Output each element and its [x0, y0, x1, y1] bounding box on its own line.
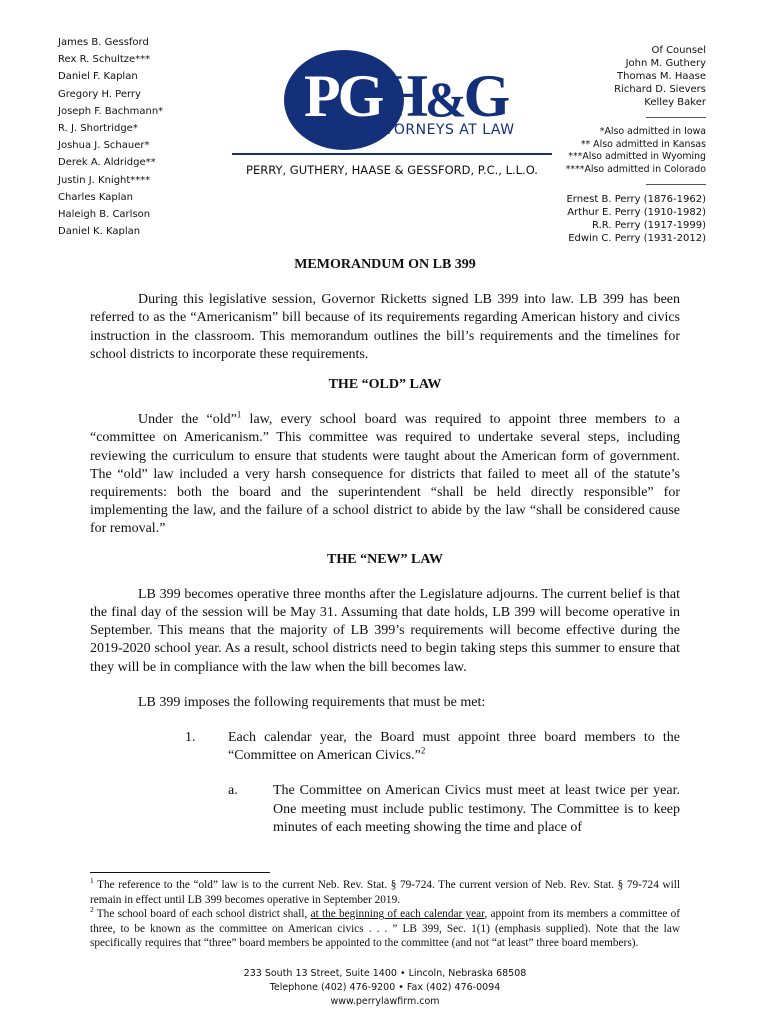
admission-note: ** Also admitted in Kansas	[580, 138, 706, 150]
firm-logo	[232, 50, 552, 190]
attorney-name: Daniel K. Kaplan	[58, 226, 141, 238]
divider	[646, 184, 706, 185]
intro-paragraph: During this legislative session, Governor Ricketts signed LB 399 into law. LB 399 has been referred to as the “Americanism” bill because of its requirements regarding American history and civics instruction in the classroom. This memorandum outlines the bill’s requirements and the timelines for school districts to incorporate these requirements.	[90, 292, 680, 362]
counsel-name: John M. Guthery	[625, 58, 706, 69]
letterhead-footer	[0, 967, 770, 1009]
attorney-name: Daniel F. Kaplan	[58, 71, 138, 83]
footer-website[interactable]: www.perrylawfirm.com	[330, 996, 440, 1007]
founder-name: Edwin C. Perry (1931-2012)	[568, 233, 706, 245]
memo-body	[90, 256, 680, 837]
counsel-name: Kelley Baker	[644, 97, 706, 108]
footnote-1: $^1$ The reference to the “old” law is to the current Neb. Rev. Stat. § 79-724. The current version of Neb. Rev. Stat. § 79-724 will remain in effect until LB 399 becomes operative in September 2019.	[90, 876, 680, 906]
attorney-name: Haleigh B. Carlson	[58, 209, 151, 221]
attorney-name: Joseph F. Bachmann*	[58, 105, 164, 117]
new-law-heading: THE “NEW” LAW	[327, 551, 443, 567]
attorney-name: Joshua J. Schauer*	[58, 140, 150, 152]
attorney-name: Derek A. Aldridge**	[58, 157, 156, 169]
subitem-letter: a.	[228, 783, 238, 799]
footnotes	[90, 878, 680, 951]
firm-name: PERRY, GUTHERY, HAASE & GESSFORD, P.C., L.L.O.	[246, 163, 538, 177]
attorney-list	[58, 34, 163, 240]
footnote-ref: 1	[236, 409, 242, 420]
admissions-list	[566, 126, 706, 176]
attorney-name: James B. Gessford	[58, 37, 149, 48]
admission-note: *Also admitted in Iowa	[599, 126, 706, 137]
divider	[646, 117, 706, 118]
new-law-paragraph: LB 399 becomes operative three months after the Legislature adjourns. The current belief is that the final day of the session will be May 31. Assuming that date holds, LB 399 will become operative in September. This means that the majority of LB 399’s requirements will become effective during the 2019-2020 school year. As a result, school districts need to begin taking steps this summer to ensure that they will be in compliance with the law when the bill becomes law.	[90, 586, 680, 675]
logo-tagline: ATTORNEYS AT LAW	[367, 122, 515, 138]
counsel-name: Richard D. Sievers	[614, 84, 706, 95]
founder-name: Ernest B. Perry (1876-1962)	[566, 194, 706, 206]
founder-name: Arthur E. Perry (1910-1982)	[567, 207, 706, 219]
old-law-paragraph: Under the “old”$^1$ law, every school board was required to appoint three members to a “committee on Americanism.” This committee was required to undertake several steps, including reviewing the curriculum to ensure that students were taught about the American form of government. The “old” law included a very harsh consequence for districts that failed to meet all of the statute’s requirements: both the board and the superintendent “shall be held directly responsible” for implementing the law, and the failure of a school district to abide by the law “shall be considered cause for removal.”	[90, 409, 680, 537]
old-law-heading: THE “OLD” LAW	[328, 377, 442, 393]
requirement-subitem: a. The Committee on American Civics must meet at least twice per year. One meeting must include public testimony. The Committee is to keep minutes of each meeting showing the time and place of	[228, 783, 680, 835]
attorney-name: Gregory H. Perry	[58, 88, 141, 100]
footer-phone: Telephone (402) 476-9200 • Fax (402) 476-0094	[269, 982, 501, 993]
admission-note: ****Also admitted in Colorado	[565, 163, 706, 175]
attorney-name: Charles Kaplan	[58, 191, 133, 203]
footer-address: 233 South 13 Street, Suite 1400 • Lincoln, Nebraska 68508	[243, 968, 527, 979]
footnote-2: $^2$ The school board of each school district shall, at the beginning of each calendar year, appoint from its members a committee of three, to be known as the committee on American civics . . . ” LB 399, Sec. 1(1) (emphasis supplied). Note that the law specifically requires that “three” board members be appointed to the committee (and not “at least” three board members).	[90, 905, 680, 950]
logo-wordmark: PGH&G	[304, 63, 508, 129]
memo-title: MEMORANDUM ON LB 399	[294, 257, 476, 272]
logo-divider	[232, 153, 552, 155]
admission-note: ***Also admitted in Wyoming	[568, 151, 706, 163]
founder-name: R.R. Perry (1917-1999)	[592, 220, 706, 232]
of-counsel-block	[566, 44, 706, 245]
requirement-item: 1. Each calendar year, the Board must appoint three board members to the “Committee on American Civics.”$^2$	[185, 730, 680, 764]
counsel-name: Thomas M. Haase	[617, 71, 706, 82]
attorney-name: R. J. Shortridge*	[58, 123, 138, 135]
item-number: 1.	[185, 730, 196, 746]
footnote-ref: 2	[420, 745, 426, 756]
of-counsel-title: Of Counsel	[651, 45, 706, 56]
requirements-intro: LB 399 imposes the following requirements that must be met:	[138, 694, 486, 710]
footnote-divider	[90, 872, 270, 873]
attorney-name: Justin J. Knight****	[58, 174, 151, 186]
attorney-name: Rex R. Schultze***	[58, 54, 151, 66]
founders-list	[566, 193, 706, 245]
